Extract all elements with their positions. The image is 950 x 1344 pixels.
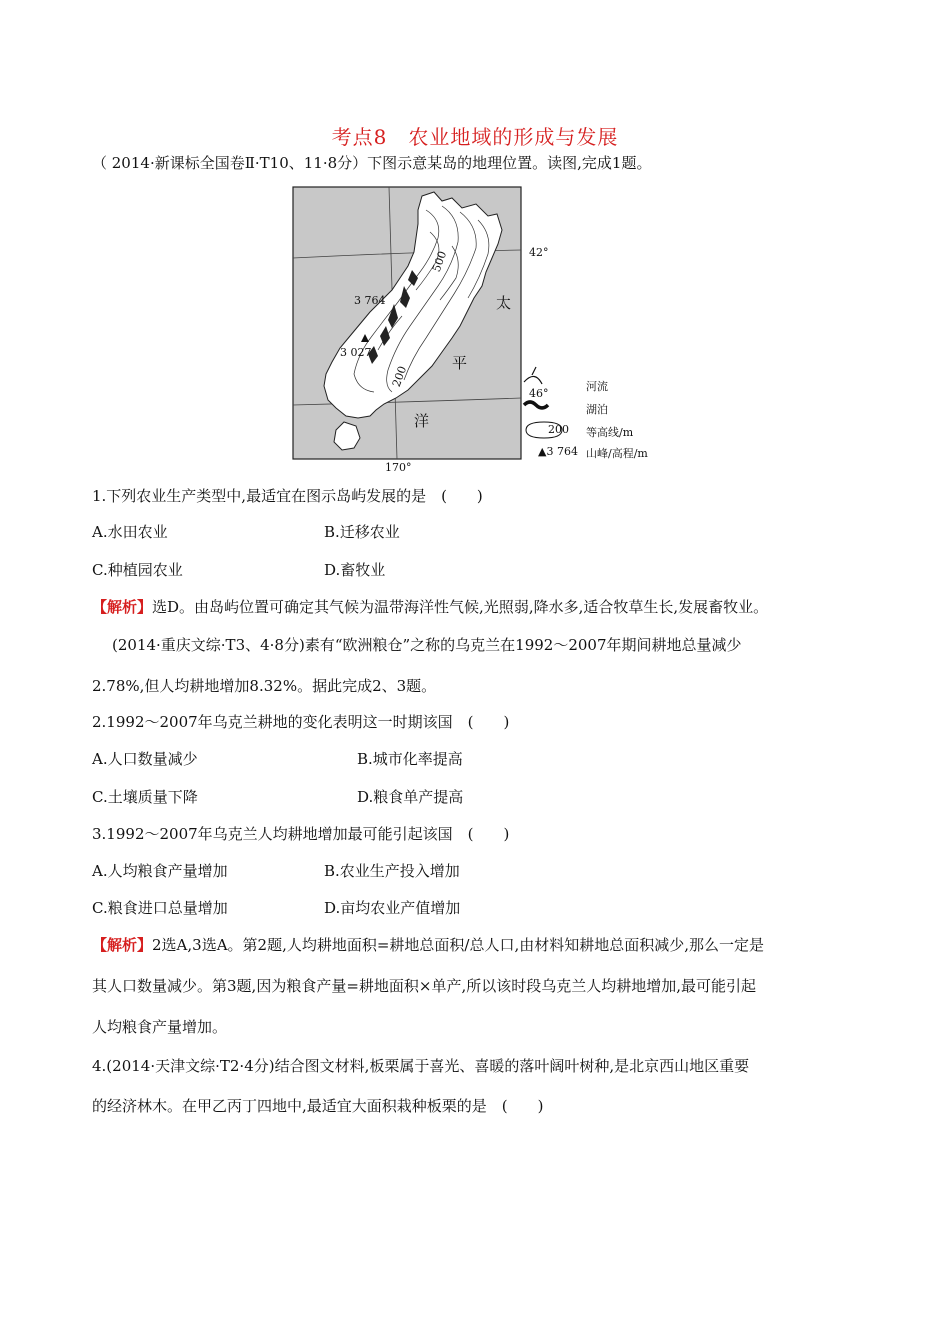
question2-intro-1: (2014·重庆文综·T3、4·8分)素有“欧洲粮仓”之称的乌克兰在1992～2007年期间耕地总量减少	[112, 636, 742, 654]
question1-option-d: D.畜牧业	[324, 561, 386, 579]
answer23-line2: 其人口数量减少。第3题,因为粮食产量=耕地面积×单产,所以该时段乌克兰人均耕地增加,最可能引起	[92, 977, 756, 995]
question3-option-a: A.人均粮食产量增加	[92, 862, 228, 880]
ocean-char-3: 洋	[414, 412, 430, 430]
question2-option-a: A.人口数量减少	[92, 750, 198, 768]
question3-stem: 3.1992～2007年乌克兰人均耕地增加最可能引起该国 ( )	[92, 825, 510, 843]
legend-lake: 湖泊	[586, 403, 608, 416]
page-title: 考点8 农业地域的形成与发展	[331, 125, 619, 149]
question1-option-c: C.种植园农业	[92, 561, 183, 579]
legend-contour: 等高线/m	[586, 426, 634, 439]
question3-option-b: B.农业生产投入增加	[324, 862, 460, 880]
question2-intro-2: 2.78%,但人均耕地增加8.32%。据此完成2、3题。	[92, 677, 437, 695]
question4-line1: 4.(2014·天津文综·T2·4分)结合图文材料,板栗属于喜光、喜暖的落叶阔叶树种,是北京西山地区重要	[92, 1057, 750, 1075]
island-map	[292, 186, 662, 464]
question1-option-a: A.水田农业	[92, 523, 168, 541]
question3-option-d: D.亩均农业产值增加	[324, 899, 461, 917]
legend-river: 河流	[586, 380, 608, 393]
lat-46-label: 46°	[529, 387, 549, 400]
lon-170-label: 170°	[385, 461, 412, 474]
contour-label-500: 500	[429, 249, 450, 274]
peak-label-1: 3 764	[354, 294, 386, 307]
question3-option-c: C.粮食进口总量增加	[92, 899, 228, 917]
question2-option-c: C.土壤质量下降	[92, 788, 198, 806]
legend-contour-num: 200	[548, 423, 569, 436]
question2-option-b: B.城市化率提高	[357, 750, 463, 768]
peak-label-2: 3 027	[340, 346, 372, 359]
legend-peak-num: ▲3 764	[538, 445, 578, 458]
question1-option-b: B.迁移农业	[324, 523, 400, 541]
answer1-tag: 【解析】	[92, 598, 153, 616]
answer1	[92, 597, 768, 617]
question4-line2: 的经济林木。在甲乙丙丁四地中,最适宜大面积栽种板栗的是 ( )	[92, 1097, 544, 1115]
answer23-tag: 【解析】	[92, 936, 153, 954]
question1-stem: 1.下列农业生产类型中,最适宜在图示岛屿发展的是 ( )	[92, 487, 483, 505]
answer23-text1: 2选A,3选A。第2题,人均耕地面积=耕地总面积/总人口,由材料知耕地总面积减少,那么一定是	[152, 936, 765, 954]
answer23-line3: 人均粮食产量增加。	[92, 1018, 228, 1036]
question1-intro: （ 2014·新课标全国卷Ⅱ·T10、11·8分）下图示意某岛的地理位置。读图,完成1题。	[92, 154, 652, 172]
lat-42-label: 42°	[529, 246, 549, 259]
contour-label-200: 200	[389, 364, 410, 389]
question2-stem: 2.1992～2007年乌克兰耕地的变化表明这一时期该国 ( )	[92, 713, 510, 731]
answer23-line1	[92, 935, 764, 955]
ocean-char-2: 平	[452, 354, 468, 372]
question2-option-d: D.粮食单产提高	[357, 788, 464, 806]
legend-peak: 山峰/高程/m	[586, 447, 648, 460]
answer1-text: 选D。由岛屿位置可确定其气候为温带海洋性气候,光照弱,降水多,适合牧草生长,发展畜牧业。	[152, 598, 769, 616]
ocean-char-1: 太	[496, 294, 512, 312]
